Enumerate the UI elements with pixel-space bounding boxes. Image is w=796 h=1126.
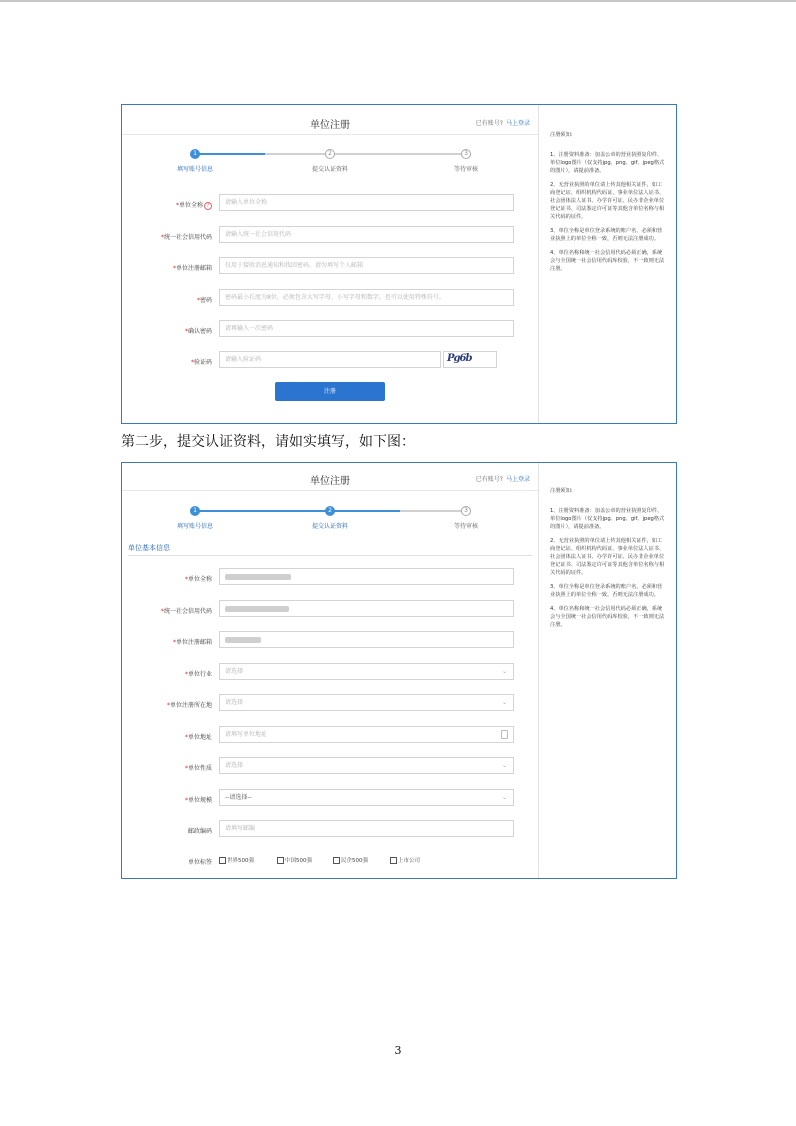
full-name-input[interactable] (219, 568, 514, 585)
notes-item: 1、注册资料准备：加盖公章的营业执照复印件、单位logo图片（仅支持jpg、png、gif、jpeg格式的图片），请提前准备。 (550, 508, 665, 530)
section-title: 单位基本信息 (128, 544, 170, 552)
notes-item: 4、单位名称和统一社会信用代码必须正确，系统会与全国统一社会信用代码库校验，不一致则无法注册。 (550, 606, 665, 628)
field-label-confirm-password: *确认密码 (184, 328, 212, 335)
header-divider (122, 490, 538, 491)
progress-line-pending (400, 510, 465, 512)
register-button[interactable]: 注册 (275, 382, 385, 401)
notes-title: 注册须知: (550, 132, 573, 138)
notes-title: 注册须知: (550, 488, 573, 494)
full-name-input[interactable]: 请输入单位全称 (219, 194, 514, 211)
progress-line-pending (265, 153, 465, 155)
postcode-input[interactable]: 请填写邮编 (219, 820, 514, 837)
field-label-industry: *单位行业 (184, 671, 212, 678)
captcha-input[interactable]: 请输入验证码 (219, 351, 441, 368)
field-label-email: *单位注册邮箱 (172, 265, 212, 272)
chevron-down-icon: ⌄ (501, 762, 507, 769)
login-prompt-text: 已有账号? (475, 120, 503, 127)
field-label-password: *密码 (196, 297, 212, 304)
progress-line-done (195, 510, 400, 512)
step-1-circle: 1 (190, 149, 200, 159)
login-link[interactable]: 马上登录 (505, 120, 530, 127)
step-3-label: 等待审核 (453, 166, 479, 173)
step-3-circle: 3 (461, 506, 471, 516)
field-label-scale: *单位规模 (184, 797, 212, 804)
registration-notes (550, 131, 666, 279)
field-label-nature: *单位性质 (184, 765, 212, 772)
step-2-label: 提交认证资料 (311, 166, 349, 173)
notes-item: 3、单位全称是单位登录系统的账户名，必须和营业执照上的单位全称一致，否则无法注册成功。 (550, 228, 663, 242)
step-2-label: 提交认证资料 (311, 523, 349, 530)
login-prompt-text: 已有账号? (475, 476, 503, 483)
notes-item: 2、无营业执照的单位请上传其他相关证件，如工商登记证、组织机构代码证、事业单位法人证书、社会团体法人证书、办学许可证、民办非企业单位登记证书、司法鉴定许可证等其他含单位名称与相关代码的证件。 (550, 182, 665, 220)
tag-checkbox[interactable]: 中国500强 (277, 856, 312, 864)
registration-step1-screenshot (121, 104, 677, 424)
progress-line-done (195, 153, 265, 155)
step-3-circle: 3 (461, 149, 471, 159)
notes-item: 2、无营业执照的单位请上传其他相关证件，如工商登记证、组织机构代码证、事业单位法人证书、社会团体法人证书、办学许可证、民办非企业单位登记证书、司法鉴定许可证等其他含单位名称与相关代码的证件。 (550, 538, 665, 576)
password-input[interactable]: 密码最小长度为8位，必须包含大写字母、小写字母和数字，也可以使用特殊符号。 (219, 289, 514, 306)
redacted-value (225, 606, 289, 612)
tag-checkbox[interactable]: 世界500强 (219, 856, 254, 864)
section-divider (128, 555, 532, 556)
login-link[interactable]: 马上登录 (505, 476, 530, 483)
scale-select[interactable]: --请选择-- ⌄ (219, 789, 514, 806)
notes-item: 1、注册资料准备：加盖公章的营业执照复印件、单位logo图片（仅支持jpg、png、gif、jpeg格式的图片），请提前准备。 (550, 152, 665, 174)
certification-form (122, 463, 538, 878)
field-label-credit-code: *统一社会信用代码 (160, 234, 212, 241)
field-label-email: *单位注册邮箱 (172, 639, 212, 646)
field-label-full-name: *单位全称 (184, 576, 212, 583)
captcha-image[interactable]: Pg6b (443, 351, 497, 368)
email-input[interactable] (219, 631, 514, 648)
confirm-password-input[interactable]: 请再输入一次密码 (219, 320, 514, 337)
step-two-caption: 第二步，提交认证资料，请如实填写，如下图： (121, 434, 415, 450)
notes-item: 4、单位名称和统一社会信用代码必须正确，系统会与全国统一社会信用代码库校验，不一致则无法注册。 (550, 250, 665, 272)
step-2-circle: 2 (325, 506, 335, 516)
step-2-circle: 2 (325, 149, 335, 159)
field-label-credit-code: *统一社会信用代码 (160, 608, 212, 615)
nature-select[interactable]: 请选择 ⌄ (219, 757, 514, 774)
field-label-location: *单位注册所在地 (166, 702, 212, 709)
industry-select[interactable]: 请选择 ⌄ (219, 663, 514, 680)
credit-code-input[interactable]: 请输入统一社会信用代码 (219, 226, 514, 243)
help-icon[interactable]: ? (204, 202, 212, 210)
map-pin-icon[interactable] (501, 730, 508, 739)
tag-checkbox[interactable]: 民企500强 (333, 856, 368, 864)
credit-code-input[interactable] (219, 600, 514, 617)
redacted-value (225, 574, 291, 580)
registration-notes (550, 487, 666, 635)
chevron-down-icon: ⌄ (501, 668, 507, 675)
field-label-address: *单位地址 (184, 734, 212, 741)
login-prompt (476, 118, 530, 127)
page-top-rule (0, 0, 796, 2)
redacted-value (225, 637, 261, 643)
field-label-captcha: *验证码 (190, 359, 212, 366)
field-label-postcode: 邮政编码 (187, 828, 212, 835)
form-title: 单位注册 (310, 120, 350, 131)
header-divider (122, 134, 538, 135)
tag-checkbox[interactable]: 上市公司 (390, 856, 420, 864)
form-title: 单位注册 (310, 476, 350, 487)
step-1-label: 填写账号信息 (176, 523, 214, 530)
notes-item: 3、单位全称是单位登录系统的账户名，必须和营业执照上的单位全称一致，否则无法注册成功。 (550, 584, 663, 598)
panel-divider (538, 105, 539, 423)
step-3-label: 等待审核 (453, 523, 479, 530)
chevron-down-icon: ⌄ (501, 699, 507, 706)
location-select[interactable]: 请选择 ⌄ (219, 694, 514, 711)
registration-step2-screenshot (121, 462, 677, 879)
field-label-tags: 单位标签 (187, 859, 212, 866)
step-1-circle: 1 (190, 506, 200, 516)
address-input[interactable]: 请填写单位地址 (219, 726, 514, 743)
step-1-label: 填写账号信息 (176, 166, 214, 173)
chevron-down-icon: ⌄ (501, 794, 507, 801)
registration-form (122, 105, 538, 423)
email-input[interactable]: 仅用于接收消息通知和找回密码，请勿填写个人邮箱 (219, 257, 514, 274)
page-number: 3 (394, 1044, 402, 1057)
panel-divider (538, 463, 539, 878)
login-prompt (476, 474, 530, 483)
field-label-full-name: *单位全称 ? (122, 200, 212, 210)
